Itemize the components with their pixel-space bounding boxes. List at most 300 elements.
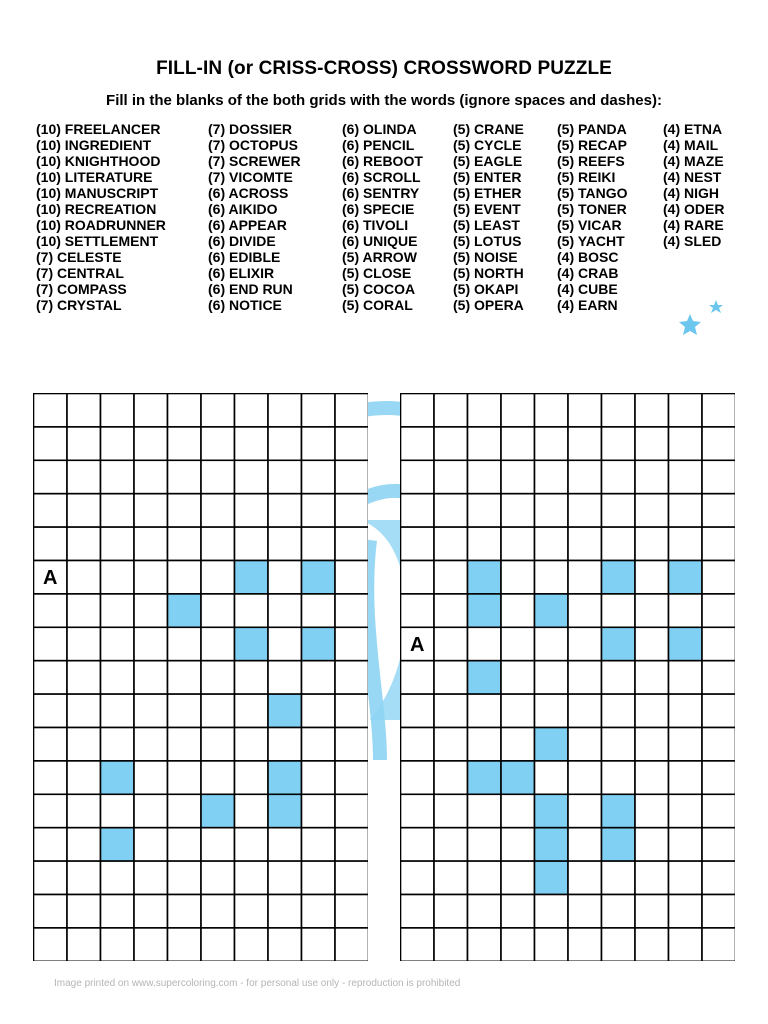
grid-cell[interactable]: [535, 527, 569, 560]
grid-cell-shaded[interactable]: [268, 694, 302, 727]
grid-cell-shaded[interactable]: [602, 794, 636, 827]
grid-cell[interactable]: [34, 527, 68, 560]
grid-cell-shaded[interactable]: [268, 761, 302, 794]
grid-cell[interactable]: [134, 627, 168, 660]
grid-cell[interactable]: [468, 861, 502, 894]
grid-cell[interactable]: [669, 661, 703, 694]
grid-cell[interactable]: [235, 895, 269, 928]
grid-cell[interactable]: [568, 394, 602, 427]
grid-cell[interactable]: [602, 460, 636, 493]
grid-cell[interactable]: [635, 761, 669, 794]
grid-cell[interactable]: [34, 627, 68, 660]
grid-cell[interactable]: [34, 794, 68, 827]
grid-cell[interactable]: [635, 627, 669, 660]
grid-cell[interactable]: [235, 794, 269, 827]
grid-cell[interactable]: [669, 394, 703, 427]
grid-cell[interactable]: [101, 694, 135, 727]
grid-cell[interactable]: [669, 427, 703, 460]
grid-cell[interactable]: [134, 794, 168, 827]
grid-cell[interactable]: [101, 895, 135, 928]
grid-cell[interactable]: [434, 861, 468, 894]
grid-cell[interactable]: [101, 728, 135, 761]
grid-cell[interactable]: [468, 460, 502, 493]
grid-cell[interactable]: [302, 828, 336, 861]
grid-cell[interactable]: [568, 561, 602, 594]
grid-cell[interactable]: [669, 861, 703, 894]
grid-cell[interactable]: [34, 594, 68, 627]
grid-cell[interactable]: [268, 460, 302, 493]
grid-cell[interactable]: [168, 394, 202, 427]
grid-cell[interactable]: [468, 928, 502, 961]
grid-cell-shaded[interactable]: [535, 594, 569, 627]
grid-cell[interactable]: [101, 594, 135, 627]
grid-cell-shaded[interactable]: [468, 761, 502, 794]
grid-cell[interactable]: [235, 661, 269, 694]
grid-cell[interactable]: [168, 828, 202, 861]
grid-cell[interactable]: [134, 694, 168, 727]
grid-cell[interactable]: [468, 694, 502, 727]
grid-cell[interactable]: [235, 761, 269, 794]
grid-cell[interactable]: [268, 661, 302, 694]
grid-cell[interactable]: [302, 494, 336, 527]
grid-cell[interactable]: [401, 561, 435, 594]
grid-cell[interactable]: [401, 494, 435, 527]
grid-cell-shaded[interactable]: [669, 627, 703, 660]
grid-cell[interactable]: [635, 928, 669, 961]
grid-cell[interactable]: [535, 661, 569, 694]
grid-cell[interactable]: [302, 761, 336, 794]
grid-cell[interactable]: [468, 494, 502, 527]
grid-cell[interactable]: [501, 594, 535, 627]
grid-cell[interactable]: [201, 728, 235, 761]
grid-cell[interactable]: [134, 828, 168, 861]
grid-cell[interactable]: [335, 728, 368, 761]
grid-cell-shaded[interactable]: [235, 627, 269, 660]
grid-cell-shaded[interactable]: [602, 627, 636, 660]
grid-cell-shaded[interactable]: [268, 794, 302, 827]
grid-cell[interactable]: [335, 427, 368, 460]
grid-cell[interactable]: [568, 828, 602, 861]
grid-cell[interactable]: [235, 828, 269, 861]
grid-cell[interactable]: [568, 761, 602, 794]
grid-cell[interactable]: [501, 728, 535, 761]
grid-cell[interactable]: [101, 427, 135, 460]
grid-cell[interactable]: [134, 861, 168, 894]
grid-cell[interactable]: [568, 494, 602, 527]
grid-cell[interactable]: [67, 627, 101, 660]
grid-cell[interactable]: [401, 861, 435, 894]
grid-cell-shaded[interactable]: [468, 661, 502, 694]
grid-cell[interactable]: [669, 895, 703, 928]
grid-cell[interactable]: [434, 694, 468, 727]
grid-cell[interactable]: [335, 928, 368, 961]
grid-cell[interactable]: [702, 728, 735, 761]
grid-cell[interactable]: [235, 928, 269, 961]
grid-cell[interactable]: [702, 427, 735, 460]
grid-cell[interactable]: [335, 661, 368, 694]
grid-cell[interactable]: [235, 861, 269, 894]
grid-cell[interactable]: [268, 427, 302, 460]
grid-cell[interactable]: [201, 928, 235, 961]
grid-cell[interactable]: [168, 694, 202, 727]
grid-cell[interactable]: [67, 460, 101, 493]
grid-cell[interactable]: [268, 728, 302, 761]
grid-cell[interactable]: [669, 928, 703, 961]
grid-cell[interactable]: [268, 928, 302, 961]
grid-cell-shaded[interactable]: [602, 561, 636, 594]
grid-cell[interactable]: [134, 761, 168, 794]
grid-cell[interactable]: [268, 895, 302, 928]
grid-cell[interactable]: [702, 494, 735, 527]
grid-cell[interactable]: [401, 794, 435, 827]
grid-cell[interactable]: [434, 794, 468, 827]
grid-cell[interactable]: [669, 527, 703, 560]
grid-cell[interactable]: [201, 861, 235, 894]
grid-cell[interactable]: [401, 895, 435, 928]
grid-cell[interactable]: [302, 861, 336, 894]
grid-cell[interactable]: [335, 794, 368, 827]
grid-cell[interactable]: [335, 828, 368, 861]
grid-cell[interactable]: [535, 895, 569, 928]
grid-cell[interactable]: [201, 561, 235, 594]
grid-cell[interactable]: [568, 527, 602, 560]
grid-cell[interactable]: [302, 594, 336, 627]
grid-cell[interactable]: [401, 460, 435, 493]
grid-cell[interactable]: [168, 928, 202, 961]
grid-cell[interactable]: [401, 828, 435, 861]
grid-cell[interactable]: [201, 895, 235, 928]
grid-cell[interactable]: [34, 394, 68, 427]
grid-cell[interactable]: [568, 594, 602, 627]
grid-cell[interactable]: [468, 794, 502, 827]
grid-cell[interactable]: [568, 794, 602, 827]
grid-cell-shaded[interactable]: [302, 561, 336, 594]
grid-cell[interactable]: [401, 694, 435, 727]
grid-cell-shaded[interactable]: [602, 828, 636, 861]
grid-cell[interactable]: [635, 527, 669, 560]
grid-cell[interactable]: [602, 394, 636, 427]
grid-cell[interactable]: [67, 527, 101, 560]
grid-cell[interactable]: [302, 895, 336, 928]
grid-cell[interactable]: [302, 728, 336, 761]
grid-cell[interactable]: [67, 761, 101, 794]
grid-cell[interactable]: [302, 427, 336, 460]
grid-cell[interactable]: [401, 594, 435, 627]
grid-cell-shaded[interactable]: [535, 828, 569, 861]
grid-cell[interactable]: [635, 694, 669, 727]
grid-cell[interactable]: [201, 661, 235, 694]
grid-cell-shaded[interactable]: [101, 828, 135, 861]
grid-cell[interactable]: [335, 527, 368, 560]
grid-cell[interactable]: [702, 661, 735, 694]
grid-cell[interactable]: [501, 394, 535, 427]
grid-cell[interactable]: [702, 828, 735, 861]
grid-cell[interactable]: [602, 427, 636, 460]
grid-cell[interactable]: [335, 861, 368, 894]
grid-cell[interactable]: [168, 627, 202, 660]
grid-cell[interactable]: [268, 627, 302, 660]
grid-cell[interactable]: [268, 527, 302, 560]
grid-cell[interactable]: [34, 460, 68, 493]
grid-cell[interactable]: [568, 627, 602, 660]
grid-cell[interactable]: [535, 627, 569, 660]
grid-cell[interactable]: [335, 627, 368, 660]
grid-cell[interactable]: [602, 594, 636, 627]
grid-cell[interactable]: [535, 561, 569, 594]
grid-cell[interactable]: [67, 828, 101, 861]
grid-cell[interactable]: [401, 728, 435, 761]
grid-cell[interactable]: [34, 494, 68, 527]
grid-cell[interactable]: [434, 895, 468, 928]
grid-cell[interactable]: [568, 427, 602, 460]
grid-cell[interactable]: [501, 460, 535, 493]
grid-cell[interactable]: [401, 928, 435, 961]
grid-cell[interactable]: [134, 394, 168, 427]
grid-cell[interactable]: [702, 861, 735, 894]
grid-cell[interactable]: [434, 594, 468, 627]
grid-cell[interactable]: [401, 761, 435, 794]
grid-cell[interactable]: [535, 928, 569, 961]
grid-cell[interactable]: [335, 895, 368, 928]
grid-cell[interactable]: [568, 928, 602, 961]
grid-cell[interactable]: [501, 494, 535, 527]
grid-cell[interactable]: [201, 828, 235, 861]
grid-cell[interactable]: [669, 761, 703, 794]
grid-cell[interactable]: [635, 895, 669, 928]
grid-cell[interactable]: [201, 594, 235, 627]
grid-cell[interactable]: [168, 794, 202, 827]
grid-cell[interactable]: [168, 460, 202, 493]
grid-cell[interactable]: [702, 561, 735, 594]
grid-cell[interactable]: [201, 627, 235, 660]
grid-cell[interactable]: [635, 427, 669, 460]
grid-cell[interactable]: [669, 494, 703, 527]
grid-cell[interactable]: [168, 661, 202, 694]
grid-cell[interactable]: [34, 427, 68, 460]
grid-cell[interactable]: [568, 694, 602, 727]
grid-cell[interactable]: [434, 627, 468, 660]
grid-cell[interactable]: [302, 661, 336, 694]
grid-cell[interactable]: [101, 928, 135, 961]
grid-cell-shaded[interactable]: [302, 627, 336, 660]
grid-cell[interactable]: [635, 460, 669, 493]
grid-cell-shaded[interactable]: [101, 761, 135, 794]
grid-cell[interactable]: [468, 394, 502, 427]
grid-cell[interactable]: [101, 861, 135, 894]
grid-cell[interactable]: [434, 427, 468, 460]
grid-cell[interactable]: [201, 527, 235, 560]
grid-cell[interactable]: [501, 527, 535, 560]
grid-cell[interactable]: [635, 394, 669, 427]
grid-cell[interactable]: [134, 427, 168, 460]
grid-cell[interactable]: [501, 561, 535, 594]
grid-cell[interactable]: [635, 561, 669, 594]
grid-cell[interactable]: [268, 561, 302, 594]
grid-cell[interactable]: [602, 928, 636, 961]
grid-cell[interactable]: [302, 694, 336, 727]
grid-cell[interactable]: [268, 828, 302, 861]
grid-cell[interactable]: [501, 794, 535, 827]
grid-cell-shaded[interactable]: [669, 561, 703, 594]
grid-cell[interactable]: [201, 394, 235, 427]
grid-cell[interactable]: [501, 928, 535, 961]
grid-cell[interactable]: [335, 561, 368, 594]
grid-cell[interactable]: [702, 694, 735, 727]
grid-cell[interactable]: [602, 661, 636, 694]
grid-cell[interactable]: [235, 694, 269, 727]
grid-cell[interactable]: [702, 394, 735, 427]
grid-cell-shaded[interactable]: [235, 561, 269, 594]
grid-cell[interactable]: [134, 928, 168, 961]
grid-cell[interactable]: [669, 694, 703, 727]
grid-cell[interactable]: [235, 427, 269, 460]
grid-cell[interactable]: [34, 928, 68, 961]
grid-cell[interactable]: [602, 694, 636, 727]
grid-cell[interactable]: [434, 561, 468, 594]
grid-cell[interactable]: [602, 728, 636, 761]
grid-cell[interactable]: [669, 794, 703, 827]
grid-cell[interactable]: [635, 728, 669, 761]
grid-cell[interactable]: [201, 494, 235, 527]
grid-cell[interactable]: [702, 627, 735, 660]
grid-cell[interactable]: [501, 895, 535, 928]
grid-cell[interactable]: [501, 427, 535, 460]
grid-cell[interactable]: [702, 895, 735, 928]
grid-cell[interactable]: [335, 694, 368, 727]
grid-cell[interactable]: [34, 828, 68, 861]
grid-cell[interactable]: [602, 895, 636, 928]
grid-cell[interactable]: [34, 761, 68, 794]
grid-cell[interactable]: [401, 394, 435, 427]
grid-cell[interactable]: [568, 728, 602, 761]
grid-cell[interactable]: [568, 895, 602, 928]
grid-cell[interactable]: [535, 494, 569, 527]
grid-cell[interactable]: [535, 460, 569, 493]
grid-cell[interactable]: [268, 394, 302, 427]
grid-cell[interactable]: [468, 427, 502, 460]
grid-cell[interactable]: [67, 928, 101, 961]
grid-cell[interactable]: [335, 594, 368, 627]
grid-cell[interactable]: [201, 460, 235, 493]
grid-cell[interactable]: [235, 460, 269, 493]
grid-cell[interactable]: [168, 728, 202, 761]
grid-cell[interactable]: [168, 494, 202, 527]
grid-cell[interactable]: [535, 394, 569, 427]
grid-cell[interactable]: [434, 828, 468, 861]
grid-cell[interactable]: [702, 460, 735, 493]
grid-cell[interactable]: [401, 427, 435, 460]
grid-cell[interactable]: [602, 494, 636, 527]
grid-cell[interactable]: [434, 460, 468, 493]
grid-cell[interactable]: [535, 427, 569, 460]
grid-cell[interactable]: [434, 928, 468, 961]
grid-cell[interactable]: [702, 761, 735, 794]
grid-cell[interactable]: [168, 527, 202, 560]
grid-cell-shaded[interactable]: [468, 561, 502, 594]
grid-cell[interactable]: [235, 594, 269, 627]
grid-cell[interactable]: [401, 527, 435, 560]
grid-cell[interactable]: [302, 460, 336, 493]
grid-cell[interactable]: [101, 394, 135, 427]
grid-cell[interactable]: [501, 828, 535, 861]
grid-cell[interactable]: [302, 527, 336, 560]
grid-cell[interactable]: [702, 594, 735, 627]
grid-cell[interactable]: [101, 494, 135, 527]
grid-cell[interactable]: [535, 694, 569, 727]
grid-cell[interactable]: [602, 861, 636, 894]
grid-cell[interactable]: [67, 561, 101, 594]
grid-cell[interactable]: [101, 794, 135, 827]
grid-cell[interactable]: [67, 728, 101, 761]
grid-cell[interactable]: [501, 661, 535, 694]
grid-cell[interactable]: [568, 460, 602, 493]
grid-cell[interactable]: [568, 661, 602, 694]
grid-cell[interactable]: [635, 828, 669, 861]
grid-cell[interactable]: [134, 494, 168, 527]
grid-cell[interactable]: [34, 694, 68, 727]
grid-cell[interactable]: [67, 794, 101, 827]
grid-cell[interactable]: [468, 527, 502, 560]
grid-cell-shaded[interactable]: [201, 794, 235, 827]
grid-cell[interactable]: [635, 494, 669, 527]
grid-cell[interactable]: [401, 661, 435, 694]
grid-cell[interactable]: [34, 895, 68, 928]
grid-cell[interactable]: [201, 694, 235, 727]
grid-cell[interactable]: [434, 494, 468, 527]
grid-cell[interactable]: [101, 627, 135, 660]
grid-cell[interactable]: [335, 761, 368, 794]
grid-cell[interactable]: [434, 661, 468, 694]
grid-cell[interactable]: [568, 861, 602, 894]
grid-cell[interactable]: [201, 427, 235, 460]
grid-cell[interactable]: [702, 794, 735, 827]
grid-cell[interactable]: [235, 728, 269, 761]
grid-cell[interactable]: [602, 761, 636, 794]
grid-cell[interactable]: [201, 761, 235, 794]
grid-cell[interactable]: [669, 828, 703, 861]
grid-cell[interactable]: [669, 728, 703, 761]
grid-cell[interactable]: [168, 895, 202, 928]
grid-cell[interactable]: [134, 594, 168, 627]
grid-cell[interactable]: [268, 594, 302, 627]
grid-cell[interactable]: [101, 527, 135, 560]
grid-cell-shaded[interactable]: [535, 861, 569, 894]
grid-cell[interactable]: [134, 561, 168, 594]
grid-cell[interactable]: [101, 460, 135, 493]
grid-cell[interactable]: [235, 394, 269, 427]
grid-cell[interactable]: [702, 527, 735, 560]
grid-cell[interactable]: [635, 594, 669, 627]
grid-cell[interactable]: [67, 394, 101, 427]
grid-cell[interactable]: [134, 527, 168, 560]
grid-cell-shaded[interactable]: [535, 794, 569, 827]
grid-cell[interactable]: [501, 627, 535, 660]
grid-cell[interactable]: [134, 895, 168, 928]
grid-cell[interactable]: [602, 527, 636, 560]
grid-cell[interactable]: [434, 761, 468, 794]
grid-cell[interactable]: [434, 394, 468, 427]
grid-cell[interactable]: [101, 661, 135, 694]
grid-cell[interactable]: [67, 661, 101, 694]
grid-cell[interactable]: [702, 928, 735, 961]
grid-cell[interactable]: [468, 895, 502, 928]
grid-cell[interactable]: [468, 627, 502, 660]
grid-cell[interactable]: [335, 460, 368, 493]
grid-cell[interactable]: [235, 527, 269, 560]
grid-cell[interactable]: [67, 694, 101, 727]
grid-cell[interactable]: [134, 661, 168, 694]
grid-cell[interactable]: [302, 794, 336, 827]
